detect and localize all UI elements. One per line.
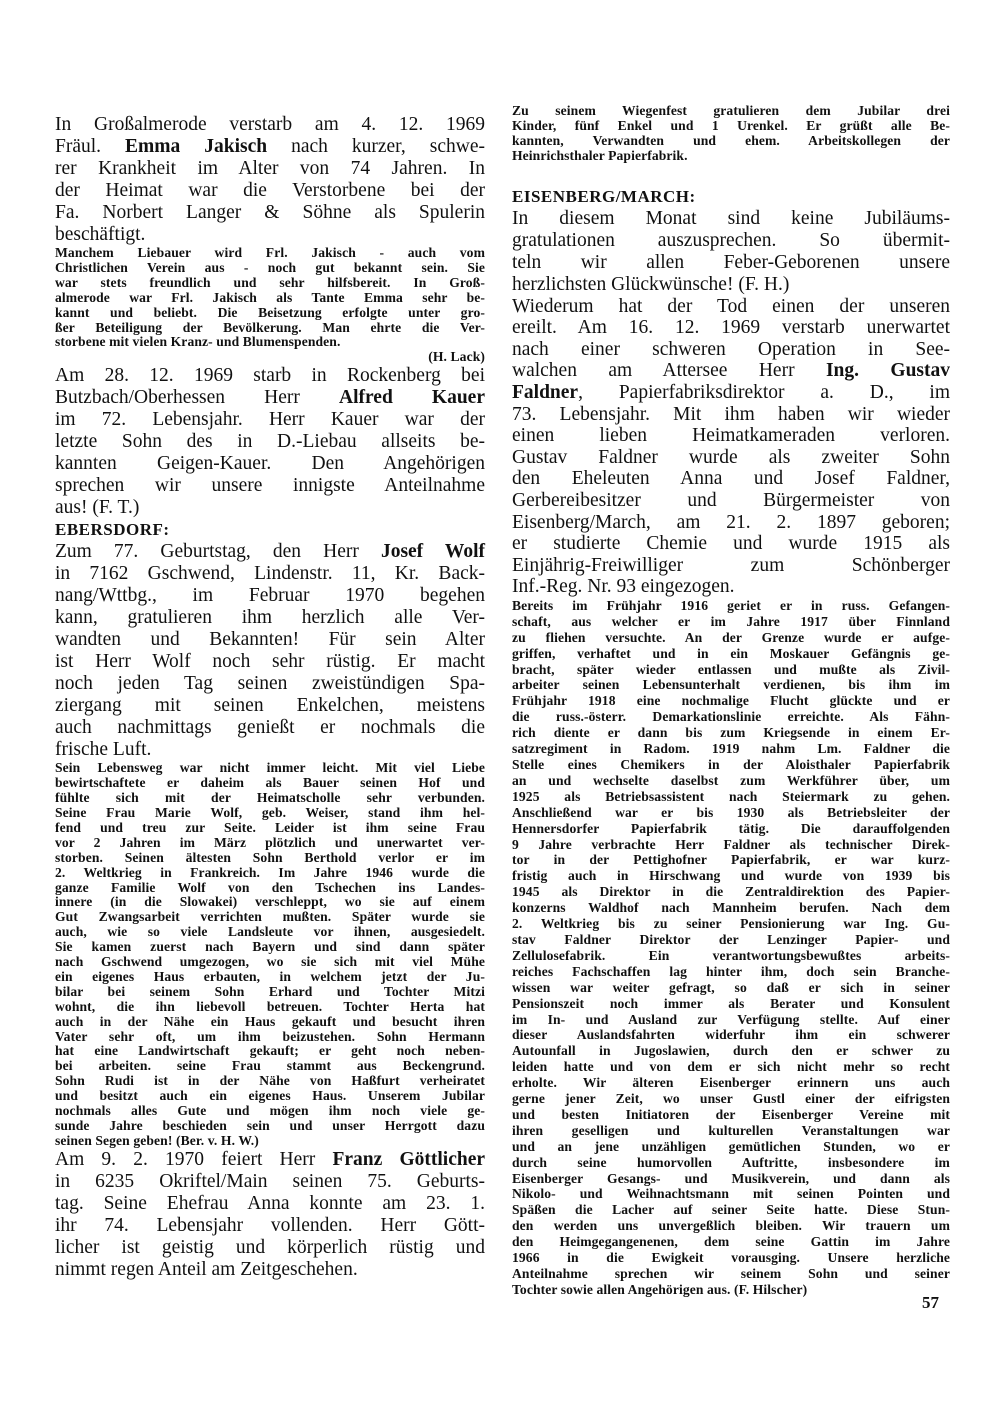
- text-line: und besten Initiatoren der Eisenberger Vereine mit: [512, 1106, 950, 1122]
- text-line: licher ist geistig und körperlich rüstig und: [55, 1236, 485, 1258]
- text-line: durch seine humorvollen Auftritte, insbesondere im: [512, 1154, 950, 1170]
- text-segment: , Papierfabriksdirektor a. D., im: [578, 382, 950, 403]
- left-column: [55, 114, 485, 1281]
- text-line: teln wir allen Feber-Geborenen unsere: [512, 251, 950, 273]
- birthday-franz-goettlicher: [55, 1149, 485, 1281]
- text-line: tor in der Pettighofner Papierfabrik, er war kurz-: [512, 852, 950, 868]
- obituary-alfred-kauer: [55, 365, 485, 519]
- text-line: nach Gschwend umgezogen, wo sie sich mit viel Mühe: [55, 954, 485, 970]
- text-line: wissen war weiter gefragt, so daß er sich in seiner: [512, 979, 950, 995]
- text-line: tag. Seine Ehefrau Anna konnte am 23. 1.: [55, 1192, 485, 1214]
- text-line: ereilt. Am 16. 12. 1969 verstarb unerwartet: [512, 317, 950, 339]
- text-line: in 6235 Okriftel/Main seinen 75. Geburts-: [55, 1170, 485, 1192]
- text-line: ziergang mit seinen Enkelchen, meistens: [55, 695, 485, 717]
- section-heading-ebersdorf: [55, 519, 485, 541]
- text-line: arbeiter seinen Lebensunterhalt verdienen, bis ihm im: [512, 677, 950, 693]
- text-line: im 72. Lebensjahr. Herr Kauer war der: [55, 409, 485, 431]
- text-line: erholte. Wir älteren Eisenberger erinnern uns auch: [512, 1075, 950, 1091]
- text-line: Eisenberg/March, am 21. 2. 1897 geboren;: [512, 511, 950, 533]
- text-line: 73. Lebensjahr. Mit ihm haben wir wieder: [512, 403, 950, 425]
- text-line: griffen, verhaftet und in ein Moskauer Gefängnis ge-: [512, 645, 950, 661]
- text-line: zu fliehen versuchte. An der Grenze wurde er aufge-: [512, 629, 950, 645]
- text-line: stav Faldner Direktor der Lenzinger Papier- und: [512, 931, 950, 947]
- text-line: Wiederum hat der Tod einen der unseren: [512, 295, 950, 317]
- text-line: Sie kamen zuerst nach Bayern und sind dann später: [55, 939, 485, 955]
- text-line: ßer Beteiligung der Bevölkerung. Man ehrte die Ver-: [55, 319, 485, 335]
- text-line: den Eheleuten Anna und Josef Faldner,: [512, 468, 950, 490]
- text-line: kannt und beliebt. Die Beisetzung erfolgte unter gro-: [55, 304, 485, 320]
- text-line: wandten und Bekannten! Für sein Alter: [55, 629, 485, 651]
- text-line: Gerbereibesitzer und Bürgermeister von: [512, 489, 950, 511]
- birthday-greeting-continued: [512, 104, 950, 164]
- text-line: einen lieben Heimatkameraden verloren.: [512, 425, 950, 447]
- text-line: schaft, aus welcher er im Jahre 1917 über Finnland: [512, 613, 950, 629]
- text-line: den werden uns unvergeßlich bleiben. Wir trauern um: [512, 1218, 950, 1234]
- text-line: rer Krankheit im Alter von 74 Jahren. In: [55, 158, 485, 179]
- text-line: ganze Familie Wolf von den Tschechen ins Landes-: [55, 879, 485, 895]
- person-name: Josef Wolf: [380, 541, 485, 563]
- text-line: sunde Jahre beschieden sein und unser Herrgott dazu: [55, 1118, 485, 1133]
- author-signature: (H. Lack): [428, 349, 485, 365]
- text-line: Anschließend war er bis 1930 als Betriebsleiter der: [512, 804, 950, 820]
- text-line: Tochter sowie allen Angehörigen aus. (F. Hilscher): [512, 1281, 808, 1297]
- text-line: wohnt, die ihn liebevoll betreuen. Tochter Herta hat: [55, 998, 485, 1014]
- text-line: im In- und Ausland zur Verfügung stellte. Auf einer: [512, 1011, 950, 1027]
- text-line: ihren geselligen und kulturellen Veranstaltungen war: [512, 1122, 950, 1138]
- text-line: herzlichsten Glückwünsche! (F. H.): [512, 273, 790, 295]
- section-heading-text: EISENBERG/MARCH:: [512, 186, 696, 206]
- text-line: er studierte Chemie und wurde 1915 als: [512, 533, 950, 555]
- text-line: [55, 387, 485, 409]
- text-line: fristig auch in Hirschwang und wurde von 1939 bis: [512, 868, 950, 884]
- text-segment: Zum 77. Geburtstag, den Herr: [55, 541, 381, 563]
- text-line: hat eine Landwirtschaft gekauft; er geht noch neben-: [55, 1043, 485, 1059]
- text-line: an und wechselte daselbst zum Werkführer über, um: [512, 772, 950, 788]
- text-line: 1945 als Direktor in die Zentraldirektion des Papier-: [512, 884, 950, 900]
- text-line: in 7162 Gschwend, Lindenstr. 11, Kr. Back-: [55, 563, 485, 585]
- text-line: fühlte sich mit der Heimatscholle sehr verbunden.: [55, 790, 485, 806]
- text-line: kannten Geigen-Kauer. Den Angehörigen: [55, 453, 485, 475]
- text-line: frische Luft.: [55, 739, 152, 761]
- text-line: 2. Weltkrieg bis zu seiner Pensionierung war Ing. Gu-: [512, 916, 950, 932]
- text-line: beschäftigt.: [55, 224, 146, 245]
- text-line: nimmt regen Anteil am Zeitgeschehen.: [55, 1258, 358, 1280]
- text-line: Seine Frau Marie Wolf, geb. Weiser, stand ihm hel-: [55, 804, 485, 820]
- section-heading-eisenberg-march: [512, 186, 950, 208]
- text-line: nang/Wttbg., im Februar 1970 begehen: [55, 585, 485, 607]
- birthday-josef-wolf-detail: [55, 761, 485, 1149]
- person-name: Emma Jakisch: [125, 136, 268, 157]
- text-line: kann, gratulieren ihm herzlich alle Ver-: [55, 607, 485, 629]
- text-line: der Heimat war die Verstorbene bei der: [55, 180, 485, 201]
- text-line: dieser Auslandsfahrten widerfuhr ihm ein schwerer: [512, 1027, 950, 1043]
- text-line: seinen Segen geben! (Ber. v. H. W.): [55, 1132, 259, 1148]
- text-segment: Butzbach/Oberhessen Herr: [55, 387, 339, 409]
- text-line: gerne jener Zeit, wo unser Gustl einer der eifrigsten: [512, 1091, 950, 1107]
- text-line: Vater sehr oft, um ihm beizustehen. Sohn Hermann: [55, 1028, 485, 1044]
- text-line: noch jeden Tag seinen zweistündigen Spa-: [55, 673, 485, 695]
- text-line: Späßen die Lacher auf seiner Seite hatte. Diese Stun-: [512, 1202, 950, 1218]
- text-line: Kinder, fünf Enkel und 1 Urenkel. Er grüßt alle Be-: [512, 117, 950, 133]
- text-line: satzregiment in Radom. 1919 nahm Lm. Faldner die: [512, 741, 950, 757]
- text-line: storbene mit vielen Kranz- und Blumenspenden.: [55, 334, 341, 350]
- text-line: Fa. Norbert Langer & Söhne als Spulerin: [55, 202, 485, 223]
- text-line: und an jene unzähligen gemütlichen Stunden, wo er: [512, 1138, 950, 1154]
- text-line: Einjährig-Freiwilliger zum Schönberger: [512, 554, 950, 576]
- text-line: und besitzt auch ein eigenes Haus. Unserem Jubilar: [55, 1088, 485, 1104]
- text-line: gratulationen auszusprechen. So übermit-: [512, 229, 950, 251]
- text-line: reiches Fachschaffen lag hinter ihm, doch sein Branche-: [512, 963, 950, 979]
- text-line: 9 Jahre verbrachte Herr Faldner als technischer Direk-: [512, 836, 950, 852]
- text-segment: walchen am Attersee Herr: [512, 360, 826, 382]
- obituary-emma-jakisch: [55, 114, 485, 246]
- text-line: ihr 74. Lebensjahr vollenden. Herr Gött-: [55, 1214, 485, 1236]
- text-line: 1925 als Betriebsassistent nach Steiermark zu gehen.: [512, 788, 950, 804]
- text-line: auch, wie so viele Landsleute vor ihnen, ausgesiedelt.: [55, 924, 485, 940]
- text-line: [512, 360, 950, 382]
- right-column: [512, 104, 950, 1298]
- person-name: Ing. Gustav: [825, 360, 950, 382]
- text-line: Manchem Liebauer wird Frl. Jakisch - auch vom: [55, 245, 485, 260]
- obituary-gustav-faldner: [512, 296, 950, 598]
- page-number: 57: [922, 1293, 939, 1312]
- text-line: rich diente er dann bis zum Kriegsende in einem Er-: [512, 725, 950, 741]
- text-line: Am 28. 12. 1969 starb in Rockenberg bei: [55, 365, 485, 387]
- text-line: Frühjahr 1918 eine nochmalige Flucht glückte und er: [512, 693, 950, 709]
- text-line: Bereits im Frühjahr 1916 geriet er in russ. Gefangen-: [512, 597, 950, 613]
- text-line: auch nachmittags genießt er nochmals die: [55, 717, 485, 739]
- text-line: [512, 382, 950, 404]
- text-line: leiden hatte und von dem er sich nicht mehr so recht: [512, 1059, 950, 1075]
- text-line: 1966 in die Ewigkeit vorausging. Unsere herzliche: [512, 1250, 950, 1266]
- text-line: Hennersdorfer Papierfabrik tätig. Die darauffolgenden: [512, 820, 950, 836]
- text-line: bei arbeiten. seine Frau stammt aus Beckengrund.: [55, 1058, 485, 1074]
- text-line: Gustav Faldner wurde als zweiter Sohn: [512, 446, 950, 468]
- text-line: In Großalmerode verstarb am 4. 12. 1969: [55, 114, 485, 135]
- text-line: war stets freundlich und sehr hilfsbereit. In Groß-: [55, 274, 485, 290]
- text-line: Anteilnahme sprechen wir seinem Sohn und seiner: [512, 1266, 950, 1281]
- text-line: Stelle eines Chemikers in der Aloisthaler Papierfabrik: [512, 757, 950, 772]
- text-line: storben. Seinen ältesten Sohn Berthold verlor er im: [55, 849, 485, 865]
- obituary-emma-jakisch-detail: [55, 246, 485, 365]
- text-line: Eisenberger Gesangs- und Musikverein, und dann als: [512, 1170, 950, 1186]
- text-segment: Am 9. 2. 1970 feiert Herr: [55, 1148, 333, 1170]
- text-line: innere (in die Slowakei) verschleppt, wo sie auf einem: [55, 894, 485, 910]
- text-line: bilar bei seinem Sohn Erhard und Tochter Mitzi: [55, 983, 485, 999]
- no-jubilee-notice: [512, 208, 950, 296]
- obituary-gustav-faldner-detail: [512, 598, 950, 1298]
- text-line: kannten, Verwandten und ehem. Arbeitskollegen der: [512, 132, 950, 148]
- text-line: Autounfall in Jugoslawien, durch den er schwer zu: [512, 1043, 950, 1059]
- text-line: Zellulosefabrik. Ein verantwortungsbewußtes arbeits-: [512, 947, 950, 963]
- text-line: den Heimgegangenenen, dem seine Gattin im Jahre: [512, 1234, 950, 1250]
- text-line: Gut Zwangsarbeit verrichten mußten. Später wurde sie: [55, 909, 485, 925]
- text-line: In diesem Monat sind keine Jubiläums-: [512, 207, 950, 229]
- person-name: Alfred Kauer: [339, 387, 485, 409]
- text-line: nochmals alles Gute und mögen ihm noch viele ge-: [55, 1103, 485, 1119]
- text-line: Sohn Rudi ist in der Nähe von Haßfurt verheiratet: [55, 1073, 485, 1089]
- section-heading-text: EBERSDORF:: [55, 520, 170, 540]
- text-line: Pensionszeit noch immer als Berater und Konsulent: [512, 995, 950, 1011]
- text-line: Heinrichsthaler Papierfabrik.: [512, 147, 688, 163]
- text-line: [55, 541, 485, 563]
- text-line: letzte Sohn des in D.-Liebau allseits be-: [55, 431, 485, 453]
- text-line: bracht, später wieder entlassen und mußte als Zivil-: [512, 661, 950, 677]
- text-line: fend und treu zur Seite. Leider ist ihm seine Frau: [55, 819, 485, 835]
- text-line: ist Herr Wolf noch sehr rüstig. Er macht: [55, 651, 485, 673]
- text-line: sprechen wir unsere innigste Anteilnahme: [55, 475, 485, 497]
- text-line: 2. Weltkrieg in Frankreich. Im Jahre 1946 wurde die: [55, 864, 485, 880]
- birthday-josef-wolf: [55, 541, 485, 761]
- text-line: ein eigenes Haus erbauten, in welchem jetzt der Ju-: [55, 968, 485, 984]
- text-line: Inf.-Reg. Nr. 93 eingezogen.: [512, 576, 735, 598]
- text-line: Zu seinem Wiegenfest gratulieren dem Jubilar drei: [512, 103, 950, 118]
- text-line: auch in der Nähe ein Haus gekauft und besucht ihren: [55, 1013, 485, 1029]
- text-line: Christlichen Verein aus - noch gut bekannt sein. Sie: [55, 259, 485, 275]
- text-line: [55, 1149, 485, 1171]
- text-segment: Fräul.: [55, 136, 126, 157]
- text-line: vor 2 Jahren im März plötzlich und unerwartet ver-: [55, 834, 485, 850]
- person-name: Faldner: [512, 382, 579, 403]
- text-line: die russ.-österr. Demarkationslinie erreichte. Als Fähn-: [512, 709, 950, 725]
- text-line: [55, 136, 485, 158]
- text-line: bewirtschaftete er daheim als Bauer seinen Hof und: [55, 775, 485, 791]
- text-line: konzerns Waldhof nach Mannheim berufen. Nach dem: [512, 900, 950, 916]
- text-line: Nikolo- und Weihnachtsmann mit seinen Pointen und: [512, 1186, 950, 1202]
- text-line: nach einer schweren Operation in See-: [512, 338, 950, 360]
- text-line: Sein Lebensweg war nicht immer leicht. Mit viel Liebe: [55, 760, 485, 776]
- person-name: Franz Göttlicher: [332, 1148, 486, 1170]
- text-segment: nach kurzer, schwe-: [267, 136, 485, 157]
- text-line: almerode war Frl. Jakisch als Tante Emma sehr be-: [55, 289, 485, 305]
- text-line: aus! (F. T.): [55, 497, 140, 519]
